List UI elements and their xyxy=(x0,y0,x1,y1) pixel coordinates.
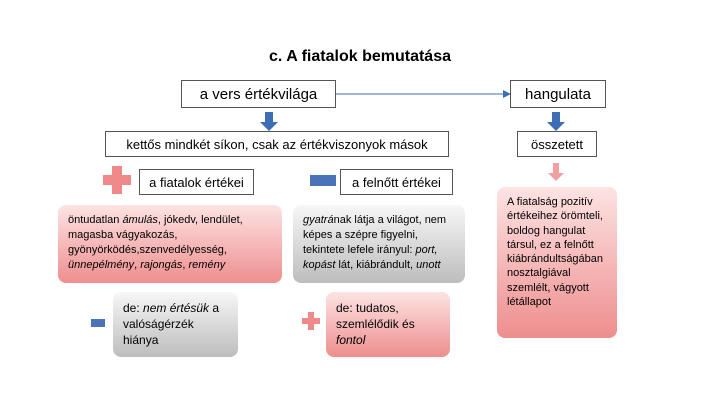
adult-plus-box xyxy=(326,292,450,357)
text-segment: öntudatlan xyxy=(68,214,123,226)
vers-ertekvilaga-box xyxy=(181,80,336,108)
fiatalok-ertekei-box xyxy=(139,169,254,195)
text-segment: gyatrá xyxy=(303,214,334,226)
text-segment: de: xyxy=(123,301,144,315)
fiatalok-ertekei-label: a fiatalok értékei xyxy=(149,174,244,190)
text-segment: nak látja a világot, nem képes a szépre figyelni, tekintete lefele irányul: xyxy=(303,214,447,256)
ketos-label: kettős mindkét síkon, csak az értékviszonyok mások xyxy=(126,136,428,152)
minus-icon xyxy=(310,175,336,186)
hangulata-label: hangulata xyxy=(525,85,591,103)
osszetett-box xyxy=(517,131,597,157)
young-values-box xyxy=(58,205,282,283)
text-segment: unott xyxy=(416,258,441,271)
text-segment: rajongás xyxy=(140,258,183,271)
minus-icon xyxy=(91,319,105,327)
plus-icon xyxy=(302,312,320,330)
mood-box xyxy=(497,187,617,338)
text-segment: ünnepélmény xyxy=(68,258,135,271)
adult-plus-text xyxy=(336,301,415,347)
text-segment: , jókedv, lendület, magasba vágyakozás, gyönyörködés,szenvedélyesség, xyxy=(68,214,243,256)
down-arrow-icon xyxy=(260,112,278,131)
text-segment: port, kopást xyxy=(303,243,438,271)
young-lack-box xyxy=(113,292,238,357)
young-lack-text xyxy=(123,301,219,347)
ketos-box xyxy=(105,131,449,157)
adult-values-box xyxy=(293,205,465,283)
text-segment: nem értésük xyxy=(143,301,210,315)
osszetett-label: összetett xyxy=(530,136,584,152)
text-segment: remény xyxy=(188,258,226,271)
text-segment: ámulás xyxy=(122,214,158,226)
felnott-ertekei-box xyxy=(340,169,453,195)
text-segment: , xyxy=(134,258,141,271)
felnott-ertekei-label: a felnőtt értékei xyxy=(352,174,441,190)
young-values-text xyxy=(68,214,243,271)
mood-text: A fiatalság pozitív értékeihez örömteli, boldog hangulat társul, ez a felnőtt kiábrándultságában nosztalgiával szemlélt, vágyott létállapot xyxy=(507,196,604,309)
down-arrow-icon xyxy=(547,112,565,131)
text-segment: a valóságérzék hiánya xyxy=(123,301,220,348)
adult-values-text xyxy=(303,214,446,271)
down-arrow-icon xyxy=(548,163,564,181)
plus-icon xyxy=(103,166,131,194)
text-segment: , xyxy=(182,258,189,271)
text-segment: fontol xyxy=(336,333,366,348)
page-title: c. A fiatalok bemutatása xyxy=(269,48,451,65)
vers-ertekvilaga-label: a vers értékvilága xyxy=(199,85,318,103)
text-segment: de: tudatos, szemlélődik és xyxy=(336,301,415,332)
hangulata-box xyxy=(510,80,606,108)
text-segment: lát, kiábrándult, xyxy=(335,258,417,271)
